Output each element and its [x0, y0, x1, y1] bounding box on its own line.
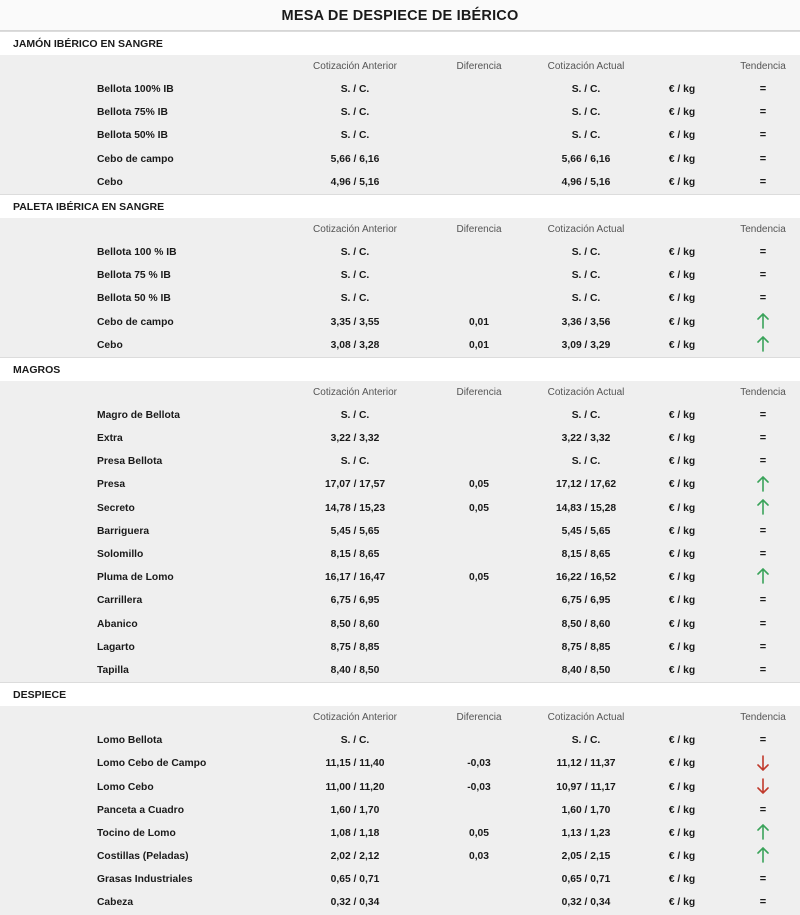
table-row	[0, 287, 800, 310]
price-unit: € / kg	[668, 735, 696, 747]
price-actual: 11,12 / 11,37	[556, 758, 616, 770]
price-unit: € / kg	[668, 479, 696, 491]
price-anterior: S. / C.	[340, 107, 370, 119]
price-actual: 16,22 / 16,52	[555, 572, 617, 584]
price-anterior: 8,50 / 8,60	[330, 618, 380, 630]
header-diferencia: Diferencia	[456, 223, 502, 235]
price-anterior: S. / C.	[340, 84, 370, 95]
trend-equal: =	[759, 269, 767, 282]
price-unit: € / kg	[668, 246, 696, 258]
product-name: Pluma de Lomo	[97, 572, 174, 584]
table-row	[0, 78, 800, 101]
header-tendencia: Tendencia	[740, 386, 786, 398]
trend-cell	[730, 241, 796, 264]
product-name: Tapilla	[97, 664, 129, 676]
price-actual: S. / C.	[571, 456, 601, 468]
product-name: Bellota 100% IB	[97, 84, 174, 95]
product-name: Solomillo	[97, 549, 144, 560]
arrow-up-icon	[756, 503, 770, 514]
trend-cell	[730, 868, 796, 891]
table-row	[0, 822, 800, 845]
product-name: Cebo	[97, 176, 123, 188]
product-name: Grasas Industriales	[97, 874, 193, 886]
table-row	[0, 543, 800, 566]
header-anterior: Cotización Anterior	[313, 386, 397, 398]
price-anterior: S. / C.	[340, 130, 370, 142]
price-actual: 6,75 / 6,95	[561, 595, 611, 607]
price-diferencia: 0,05	[468, 572, 490, 584]
price-anterior: 11,00 / 11,20	[325, 781, 385, 793]
table-row	[0, 450, 800, 473]
price-actual: 14,83 / 15,28	[555, 502, 617, 514]
header-diferencia: Diferencia	[456, 712, 502, 724]
section-3	[0, 682, 800, 915]
product-name: Panceta a Cuadro	[97, 804, 184, 816]
header-anterior: Cotización Anterior	[313, 61, 397, 72]
trend-equal: =	[759, 408, 767, 421]
table-row	[0, 101, 800, 124]
price-anterior: 3,22 / 3,32	[330, 433, 380, 445]
header-actual: Cotización Actual	[547, 61, 625, 72]
arrow-down-icon	[756, 758, 770, 769]
product-name: Bellota 75 % IB	[97, 270, 171, 282]
header-actual: Cotización Actual	[547, 223, 625, 235]
price-anterior: 5,45 / 5,65	[330, 525, 380, 537]
trend-equal: =	[759, 803, 767, 816]
price-unit: € / kg	[668, 549, 696, 560]
price-anterior: 3,08 / 3,28	[330, 339, 380, 351]
trend-cell	[730, 450, 796, 473]
price-unit: € / kg	[668, 153, 696, 165]
trend-cell	[730, 543, 796, 566]
section-body	[0, 381, 800, 682]
section-1	[0, 194, 800, 357]
trend-equal: =	[759, 640, 767, 653]
table-row	[0, 589, 800, 612]
trend-cell	[730, 311, 796, 334]
price-diferencia: -0,03	[467, 758, 491, 770]
price-anterior: 11,15 / 11,40	[325, 758, 385, 770]
trend-equal: =	[759, 617, 767, 630]
price-actual: 0,65 / 0,71	[561, 874, 611, 886]
price-actual: 0,32 / 0,34	[561, 897, 611, 909]
product-name: Magro de Bellota	[97, 409, 180, 421]
price-actual: 8,75 / 8,85	[561, 641, 611, 653]
trend-cell	[730, 124, 796, 147]
price-unit: € / kg	[668, 433, 696, 445]
table-row	[0, 334, 800, 357]
header-actual: Cotización Actual	[547, 712, 625, 724]
header-actual: Cotización Actual	[547, 386, 625, 398]
product-name: Abanico	[97, 618, 138, 630]
price-actual: 2,05 / 2,15	[561, 851, 611, 863]
table-row	[0, 311, 800, 334]
product-name: Bellota 50 % IB	[97, 293, 171, 305]
price-actual: S. / C.	[571, 107, 601, 119]
section-body	[0, 55, 800, 194]
product-name: Barriguera	[97, 525, 150, 537]
price-anterior: 2,02 / 2,12	[330, 851, 380, 863]
price-actual: 1,60 / 1,70	[561, 804, 611, 816]
price-anterior: S. / C.	[340, 270, 370, 282]
header-tendencia: Tendencia	[740, 61, 786, 72]
product-name: Lomo Bellota	[97, 735, 163, 747]
price-anterior: 1,60 / 1,70	[330, 804, 380, 816]
price-actual: 5,66 / 6,16	[561, 153, 611, 165]
table-row	[0, 427, 800, 450]
price-actual: 10,97 / 11,17	[556, 781, 616, 793]
arrow-up-icon	[756, 828, 770, 839]
price-anterior: S. / C.	[340, 735, 370, 747]
product-name: Bellota 50% IB	[97, 130, 168, 142]
table-row	[0, 659, 800, 682]
price-unit: € / kg	[668, 641, 696, 653]
table-row	[0, 776, 800, 799]
price-anterior: 3,35 / 3,55	[330, 316, 380, 328]
price-anterior: 5,66 / 6,16	[330, 153, 380, 165]
section-title: PALETA IBÉRICA EN SANGRE	[0, 194, 800, 218]
arrow-up-icon	[756, 317, 770, 328]
trend-equal: =	[759, 548, 767, 560]
price-diferencia: 0,01	[468, 339, 490, 351]
product-name: Extra	[97, 433, 123, 445]
price-unit: € / kg	[668, 84, 696, 95]
table-row	[0, 241, 800, 264]
price-anterior: 16,17 / 16,47	[324, 572, 386, 584]
price-diferencia: 0,05	[468, 827, 490, 839]
trend-equal: =	[759, 152, 767, 165]
product-name: Cebo de campo	[97, 153, 174, 165]
price-actual: 1,13 / 1,23	[561, 827, 611, 839]
header-diferencia: Diferencia	[456, 386, 502, 398]
product-name: Cebo	[97, 339, 123, 351]
trend-cell	[730, 752, 796, 775]
trend-equal: =	[759, 292, 767, 305]
page-title: MESA DE DESPIECE DE IBÉRICO	[0, 0, 800, 31]
arrow-up-icon	[756, 479, 770, 490]
price-unit: € / kg	[668, 176, 696, 188]
price-unit: € / kg	[668, 456, 696, 468]
trend-cell	[730, 287, 796, 310]
price-actual: S. / C.	[571, 735, 601, 747]
section-body	[0, 218, 800, 357]
price-diferencia: -0,03	[467, 781, 491, 793]
price-anterior: 8,15 / 8,65	[330, 549, 380, 560]
price-actual: S. / C.	[571, 84, 601, 95]
header-anterior: Cotización Anterior	[313, 712, 397, 724]
trend-cell	[730, 427, 796, 450]
trend-equal: =	[759, 896, 767, 909]
price-actual: S. / C.	[571, 246, 601, 258]
column-header-row	[0, 708, 800, 729]
trend-equal: =	[759, 175, 767, 188]
price-anterior: 0,32 / 0,34	[330, 897, 380, 909]
price-anterior: 6,75 / 6,95	[330, 595, 380, 607]
section-title: JAMÓN IBÉRICO EN SANGRE	[0, 31, 800, 55]
price-actual: S. / C.	[571, 409, 601, 421]
trend-cell	[730, 822, 796, 845]
price-unit: € / kg	[668, 316, 696, 328]
price-actual: S. / C.	[571, 270, 601, 282]
price-anterior: 4,96 / 5,16	[330, 176, 380, 188]
table-row	[0, 729, 800, 752]
price-diferencia: 0,05	[468, 502, 490, 514]
table-row	[0, 636, 800, 659]
table-row	[0, 264, 800, 287]
trend-cell	[730, 497, 796, 520]
section-0	[0, 31, 800, 194]
price-unit: € / kg	[668, 595, 696, 607]
trend-cell	[730, 589, 796, 612]
price-actual: 3,36 / 3,56	[561, 316, 611, 328]
trend-equal: =	[759, 594, 767, 607]
table-row	[0, 497, 800, 520]
price-actual: 3,22 / 3,32	[561, 433, 611, 445]
header-diferencia: Diferencia	[456, 61, 502, 72]
product-name: Tocino de Lomo	[97, 827, 176, 839]
price-actual: 8,50 / 8,60	[561, 618, 611, 630]
section-2	[0, 357, 800, 682]
arrow-up-icon	[756, 851, 770, 862]
table-row	[0, 404, 800, 427]
price-actual: 17,12 / 17,62	[555, 479, 617, 491]
table-row	[0, 752, 800, 775]
trend-cell	[730, 520, 796, 543]
price-anterior: 17,07 / 17,57	[324, 479, 386, 491]
section-body	[0, 706, 800, 915]
column-header-row	[0, 383, 800, 404]
header-tendencia: Tendencia	[740, 712, 786, 724]
trend-cell	[730, 148, 796, 171]
table-row	[0, 799, 800, 822]
price-anterior: 14,78 / 15,23	[324, 502, 386, 514]
trend-cell	[730, 566, 796, 589]
table-row	[0, 473, 800, 496]
price-unit: € / kg	[668, 897, 696, 909]
price-unit: € / kg	[668, 572, 696, 584]
column-header-row	[0, 220, 800, 241]
arrow-up-icon	[756, 572, 770, 583]
price-unit: € / kg	[668, 874, 696, 886]
price-unit: € / kg	[668, 618, 696, 630]
product-name: Lomo Cebo	[97, 781, 154, 793]
product-name: Cabeza	[97, 897, 134, 909]
price-unit: € / kg	[668, 851, 696, 863]
table-row	[0, 171, 800, 194]
product-name: Bellota 75% IB	[97, 107, 168, 119]
table-row	[0, 891, 800, 914]
price-anterior: S. / C.	[340, 409, 370, 421]
product-name: Carrillera	[97, 595, 143, 607]
price-anterior: 8,40 / 8,50	[330, 664, 380, 676]
trend-cell	[730, 264, 796, 287]
price-actual: 8,40 / 8,50	[561, 664, 611, 676]
sections-container	[0, 31, 800, 915]
price-unit: € / kg	[668, 270, 696, 282]
section-title: MAGROS	[0, 357, 800, 381]
product-name: Bellota 100 % IB	[97, 246, 177, 258]
table-row	[0, 868, 800, 891]
trend-equal: =	[759, 83, 767, 95]
trend-cell	[730, 845, 796, 868]
price-actual: 4,96 / 5,16	[561, 176, 611, 188]
column-header-row	[0, 57, 800, 78]
product-name: Cebo de campo	[97, 316, 174, 328]
trend-equal: =	[759, 129, 767, 142]
trend-cell	[730, 334, 796, 357]
trend-equal: =	[759, 455, 767, 468]
price-unit: € / kg	[668, 293, 696, 305]
price-anterior: 1,08 / 1,18	[330, 827, 380, 839]
trend-equal: =	[759, 734, 767, 747]
header-anterior: Cotización Anterior	[313, 223, 397, 235]
price-unit: € / kg	[668, 827, 696, 839]
trend-equal: =	[759, 873, 767, 886]
arrow-down-icon	[756, 782, 770, 793]
price-unit: € / kg	[668, 781, 696, 793]
trend-equal: =	[759, 432, 767, 445]
price-anterior: 0,65 / 0,71	[330, 874, 380, 886]
trend-equal: =	[759, 106, 767, 119]
trend-cell	[730, 776, 796, 799]
header-tendencia: Tendencia	[740, 223, 786, 235]
price-actual: S. / C.	[571, 293, 601, 305]
trend-equal: =	[759, 245, 767, 258]
trend-cell	[730, 659, 796, 682]
table-row	[0, 845, 800, 868]
price-diferencia: 0,01	[468, 316, 490, 328]
trend-equal: =	[759, 524, 767, 537]
table-row	[0, 124, 800, 147]
price-unit: € / kg	[668, 107, 696, 119]
price-unit: € / kg	[668, 409, 696, 421]
table-row	[0, 613, 800, 636]
product-name: Lagarto	[97, 641, 135, 653]
price-unit: € / kg	[668, 664, 696, 676]
price-unit: € / kg	[668, 130, 696, 142]
trend-equal: =	[759, 663, 767, 676]
product-name: Secreto	[97, 502, 135, 514]
price-unit: € / kg	[668, 525, 696, 537]
product-name: Lomo Cebo de Campo	[97, 758, 207, 770]
trend-cell	[730, 404, 796, 427]
price-actual: 5,45 / 5,65	[561, 525, 611, 537]
price-actual: S. / C.	[571, 130, 601, 142]
price-unit: € / kg	[668, 502, 696, 514]
price-anterior: S. / C.	[340, 456, 370, 468]
trend-cell	[730, 101, 796, 124]
product-name: Presa Bellota	[97, 456, 163, 468]
price-diferencia: 0,05	[468, 479, 490, 491]
price-unit: € / kg	[668, 804, 696, 816]
product-name: Presa	[97, 479, 126, 491]
price-anterior: S. / C.	[340, 246, 370, 258]
trend-cell	[730, 171, 796, 194]
trend-cell	[730, 613, 796, 636]
price-diferencia: 0,03	[468, 851, 490, 863]
trend-cell	[730, 78, 796, 101]
section-title: DESPIECE	[0, 682, 800, 706]
price-actual: 3,09 / 3,29	[561, 339, 611, 351]
trend-cell	[730, 473, 796, 496]
price-anterior: 8,75 / 8,85	[330, 641, 380, 653]
price-unit: € / kg	[668, 758, 696, 770]
table-row	[0, 148, 800, 171]
table-row	[0, 566, 800, 589]
trend-cell	[730, 891, 796, 914]
arrow-up-icon	[756, 340, 770, 351]
price-unit: € / kg	[668, 339, 696, 351]
product-name: Costillas (Peladas)	[97, 851, 189, 863]
price-anterior: S. / C.	[340, 293, 370, 305]
trend-cell	[730, 636, 796, 659]
table-row	[0, 520, 800, 543]
price-actual: 8,15 / 8,65	[561, 549, 611, 560]
trend-cell	[730, 729, 796, 752]
trend-cell	[730, 799, 796, 822]
